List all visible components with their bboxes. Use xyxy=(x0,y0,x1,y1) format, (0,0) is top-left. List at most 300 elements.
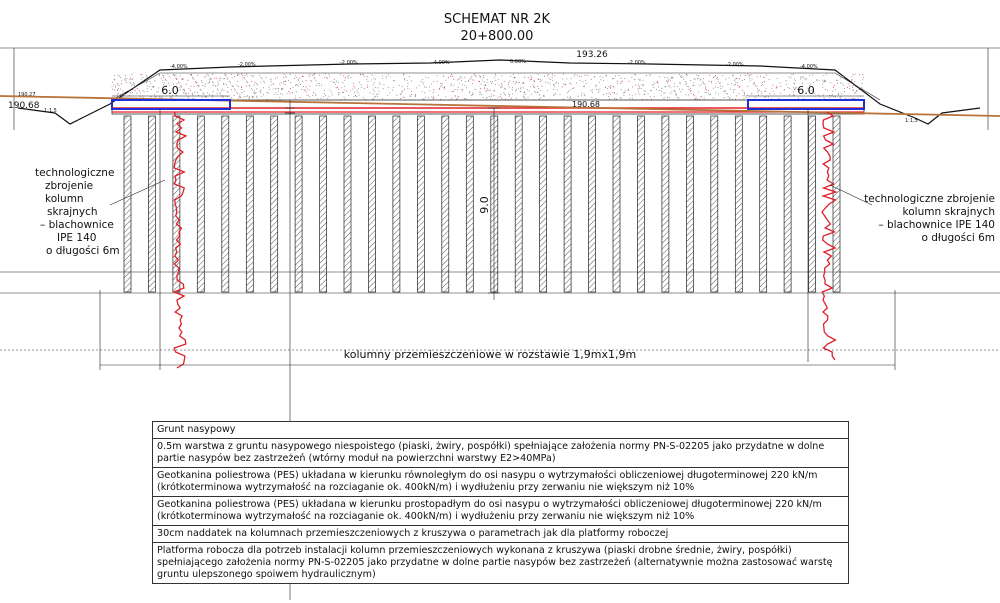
fill-dot xyxy=(793,87,794,88)
fill-dot xyxy=(704,97,705,98)
fill-dot xyxy=(329,76,330,77)
fill-dot xyxy=(214,85,215,86)
fill-dot xyxy=(703,78,704,79)
fill-dot xyxy=(724,91,725,92)
fill-dot xyxy=(334,82,335,83)
fill-dot xyxy=(527,89,528,90)
fill-dot xyxy=(758,90,759,91)
fill-dot xyxy=(115,86,116,87)
fill-dot xyxy=(631,77,632,78)
fill-dot xyxy=(585,80,586,81)
fill-dot xyxy=(167,74,168,75)
fill-dot xyxy=(257,84,258,85)
fill-dot xyxy=(249,96,250,97)
fill-dot xyxy=(360,74,361,75)
fill-dot xyxy=(566,78,567,79)
fill-dot xyxy=(380,84,381,85)
fill-dot xyxy=(279,84,280,85)
fill-dot xyxy=(136,93,137,94)
fill-dot xyxy=(422,79,423,80)
fill-dot xyxy=(348,75,349,76)
fill-dot xyxy=(596,85,597,86)
fill-dot xyxy=(479,92,480,93)
fill-dot xyxy=(209,82,210,83)
fill-dot xyxy=(734,84,735,85)
fill-dot xyxy=(226,84,227,85)
fill-dot xyxy=(523,83,524,84)
fill-dot xyxy=(468,81,469,82)
fill-dot xyxy=(570,84,571,85)
fill-dot xyxy=(451,84,452,85)
fill-dot xyxy=(185,93,186,94)
fill-dot xyxy=(553,95,554,96)
fill-dot xyxy=(459,83,460,84)
fill-dot xyxy=(121,83,122,84)
fill-dot xyxy=(832,91,833,92)
fill-dot xyxy=(283,77,284,78)
fill-dot xyxy=(504,81,505,82)
fill-dot xyxy=(554,94,555,95)
fill-dot xyxy=(458,79,459,80)
fill-dot xyxy=(523,87,524,88)
displacement-column xyxy=(613,116,620,292)
fill-dot xyxy=(598,90,599,91)
fill-dot xyxy=(344,97,345,98)
fill-dot xyxy=(122,97,123,98)
fill-dot xyxy=(372,75,373,76)
fill-dot xyxy=(117,89,118,90)
fill-dot xyxy=(855,74,856,75)
fill-dot xyxy=(487,79,488,80)
fill-dot xyxy=(205,84,206,85)
fill-dot xyxy=(332,94,333,95)
fill-dot xyxy=(171,98,172,99)
fill-dot xyxy=(501,75,502,76)
fill-dot xyxy=(772,88,773,89)
fill-dot xyxy=(249,98,250,99)
fill-dot xyxy=(672,77,673,78)
fill-dot xyxy=(437,75,438,76)
fill-dot xyxy=(464,98,465,99)
drawing-title: SCHEMAT NR 2K xyxy=(443,12,551,27)
fill-dot xyxy=(252,96,253,97)
fill-dot xyxy=(510,76,511,77)
fill-dot xyxy=(578,96,579,97)
fill-dot xyxy=(556,82,557,83)
fill-dot xyxy=(181,86,182,87)
fill-dot xyxy=(428,77,429,78)
fill-dot xyxy=(701,84,702,85)
fill-dot xyxy=(809,75,810,76)
fill-dot xyxy=(386,76,387,77)
fill-dot xyxy=(863,77,864,78)
fill-dot xyxy=(495,84,496,85)
fill-dot xyxy=(212,97,213,98)
fill-dot xyxy=(327,98,328,99)
fill-dot xyxy=(282,94,283,95)
fill-dot xyxy=(141,79,142,80)
right-note-line-1: technologiczne zbrojenie xyxy=(864,193,995,205)
fill-dot xyxy=(713,77,714,78)
fill-dot xyxy=(190,74,191,75)
fill-dot xyxy=(794,89,795,90)
fill-dot xyxy=(505,89,506,90)
fill-dot xyxy=(840,82,841,83)
fill-dot xyxy=(533,84,534,85)
fill-dot xyxy=(843,85,844,86)
fill-dot xyxy=(735,79,736,80)
fill-dot xyxy=(117,94,118,95)
fill-dot xyxy=(708,81,709,82)
fill-dot xyxy=(112,82,113,83)
fill-dot xyxy=(451,74,452,75)
fill-dot xyxy=(657,81,658,82)
fill-dot xyxy=(244,96,245,97)
fill-dot xyxy=(823,75,824,76)
fill-dot xyxy=(825,81,826,82)
fill-dot xyxy=(685,84,686,85)
fill-dot xyxy=(254,93,255,94)
fill-dot xyxy=(609,93,610,94)
fill-dot xyxy=(353,83,354,84)
fill-dot xyxy=(304,90,305,91)
fill-dot xyxy=(671,91,672,92)
fill-dot xyxy=(373,94,374,95)
fill-dot xyxy=(209,94,210,95)
fill-dot xyxy=(522,83,523,84)
fill-dot xyxy=(650,90,651,91)
fill-dot xyxy=(203,93,204,94)
fill-dot xyxy=(617,94,618,95)
fill-dot xyxy=(162,82,163,83)
fill-dot xyxy=(657,82,658,83)
fill-dot xyxy=(599,82,600,83)
fill-dot xyxy=(156,96,157,97)
fill-dot xyxy=(444,88,445,89)
fill-dot xyxy=(125,80,126,81)
fill-dot xyxy=(271,85,272,86)
fill-dot xyxy=(425,97,426,98)
fill-dot xyxy=(818,95,819,96)
fill-dot xyxy=(823,94,824,95)
fill-dot xyxy=(362,74,363,75)
fill-dot xyxy=(443,76,444,77)
displacement-column xyxy=(442,116,449,292)
fill-dot xyxy=(313,92,314,93)
fill-dot xyxy=(144,91,145,92)
fill-dot xyxy=(607,88,608,89)
fill-dot xyxy=(484,89,485,90)
fill-dot xyxy=(709,75,710,76)
fill-dot xyxy=(857,98,858,99)
fill-dot xyxy=(461,80,462,81)
fill-dot xyxy=(491,83,492,84)
fill-dot xyxy=(232,77,233,78)
fill-dot xyxy=(855,92,856,93)
fill-dot xyxy=(219,92,220,93)
fill-dot xyxy=(120,94,121,95)
fill-dot xyxy=(246,85,247,86)
fill-dot xyxy=(364,76,365,77)
fill-dot xyxy=(205,76,206,77)
fill-dot xyxy=(288,91,289,92)
fill-dot xyxy=(510,80,511,81)
fill-dot xyxy=(163,77,164,78)
displacement-column xyxy=(686,116,693,292)
fill-dot xyxy=(389,93,390,94)
fill-dot xyxy=(457,80,458,81)
fill-dot xyxy=(724,91,725,92)
fill-dot xyxy=(486,91,487,92)
fill-dot xyxy=(494,90,495,91)
fill-dot xyxy=(254,90,255,91)
fill-dot xyxy=(683,79,684,80)
fill-dot xyxy=(345,99,346,100)
fill-dot xyxy=(538,88,539,89)
left-note-line-1: technologiczne xyxy=(35,167,115,179)
fill-dot xyxy=(475,75,476,76)
fill-dot xyxy=(709,94,710,95)
fill-dot xyxy=(363,97,364,98)
fill-dot xyxy=(456,99,457,100)
fill-dot xyxy=(812,74,813,75)
fill-dot xyxy=(321,98,322,99)
fill-dot xyxy=(338,94,339,95)
fill-dot xyxy=(333,82,334,83)
displacement-column xyxy=(833,116,840,292)
fill-dot xyxy=(176,79,177,80)
fill-dot xyxy=(733,92,734,93)
fill-dot xyxy=(149,81,150,82)
fill-dot xyxy=(789,88,790,89)
fill-dot xyxy=(241,74,242,75)
fill-dot xyxy=(854,93,855,94)
fill-dot xyxy=(600,79,601,80)
fill-dot xyxy=(114,90,115,91)
fill-dot xyxy=(454,89,455,90)
fill-dot xyxy=(571,98,572,99)
fill-dot xyxy=(342,92,343,93)
fill-dot xyxy=(837,80,838,81)
displacement-column xyxy=(369,116,376,292)
fill-dot xyxy=(474,80,475,81)
fill-dot xyxy=(306,86,307,87)
fill-dot xyxy=(837,83,838,84)
fill-dot xyxy=(739,78,740,79)
fill-dot xyxy=(674,91,675,92)
fill-dot xyxy=(373,98,374,99)
fill-dot xyxy=(450,76,451,77)
fill-dot xyxy=(762,82,763,83)
fill-dot xyxy=(687,86,688,87)
fill-dot xyxy=(552,74,553,75)
fill-dot xyxy=(492,81,493,82)
fill-dot xyxy=(747,74,748,75)
fill-dot xyxy=(635,85,636,86)
fill-dot xyxy=(347,76,348,77)
fill-dot xyxy=(296,91,297,92)
fill-dot xyxy=(302,81,303,82)
fill-dot xyxy=(247,76,248,77)
fill-dot xyxy=(696,97,697,98)
fill-dot xyxy=(852,87,853,88)
fill-dot xyxy=(403,97,404,98)
fill-dot xyxy=(205,86,206,87)
fill-dot xyxy=(656,89,657,90)
fill-dot xyxy=(509,96,510,97)
fill-dot xyxy=(711,81,712,82)
fill-dot xyxy=(407,86,408,87)
fill-dot xyxy=(134,83,135,84)
fill-dot xyxy=(667,77,668,78)
fill-dot xyxy=(375,79,376,80)
fill-dot xyxy=(495,76,496,77)
fill-dot xyxy=(236,92,237,93)
fill-dot xyxy=(175,75,176,76)
fill-dot xyxy=(411,91,412,92)
fill-dot xyxy=(314,74,315,75)
fill-dot xyxy=(840,97,841,98)
fill-dot xyxy=(309,76,310,77)
fill-dot xyxy=(687,75,688,76)
fill-dot xyxy=(275,92,276,93)
fill-dot xyxy=(411,94,412,95)
fill-dot xyxy=(241,86,242,87)
fill-dot xyxy=(363,74,364,75)
fill-dot xyxy=(612,92,613,93)
fill-dot xyxy=(295,98,296,99)
fill-dot xyxy=(313,74,314,75)
fill-dot xyxy=(537,86,538,87)
fill-dot xyxy=(202,97,203,98)
fill-dot xyxy=(698,75,699,76)
fill-dot xyxy=(737,82,738,83)
fill-dot xyxy=(789,94,790,95)
fill-dot xyxy=(486,82,487,83)
top-slope-7: -4.00% xyxy=(800,64,818,70)
fill-dot xyxy=(654,96,655,97)
fill-dot xyxy=(202,92,203,93)
fill-dot xyxy=(377,96,378,97)
fill-dot xyxy=(429,90,430,91)
fill-dot xyxy=(697,78,698,79)
fill-dot xyxy=(252,90,253,91)
fill-dot xyxy=(117,84,118,85)
fill-dot xyxy=(516,81,517,82)
fill-dot xyxy=(383,84,384,85)
fill-dot xyxy=(643,80,644,81)
fill-dot xyxy=(620,97,621,98)
fill-dot xyxy=(639,88,640,89)
fill-dot xyxy=(122,91,123,92)
fill-dot xyxy=(640,80,641,81)
fill-dot xyxy=(851,76,852,77)
fill-dot xyxy=(373,78,374,79)
fill-dot xyxy=(576,83,577,84)
fill-dot xyxy=(669,85,670,86)
fill-dot xyxy=(354,96,355,97)
fill-dot xyxy=(223,84,224,85)
fill-dot xyxy=(159,97,160,98)
fill-dot xyxy=(705,88,706,89)
fill-dot xyxy=(524,77,525,78)
fill-dot xyxy=(314,77,315,78)
fill-dot xyxy=(840,98,841,99)
fill-dot xyxy=(755,97,756,98)
fill-dot xyxy=(188,98,189,99)
fill-dot xyxy=(372,84,373,85)
fill-dot xyxy=(396,95,397,96)
fill-dot xyxy=(716,83,717,84)
fill-dot xyxy=(445,96,446,97)
fill-dot xyxy=(197,85,198,86)
fill-dot xyxy=(154,97,155,98)
fill-dot xyxy=(609,99,610,100)
fill-dot xyxy=(367,85,368,86)
fill-dot xyxy=(246,81,247,82)
fill-dot xyxy=(462,91,463,92)
fill-dot xyxy=(664,77,665,78)
fill-dot xyxy=(620,83,621,84)
fill-dot xyxy=(323,96,324,97)
fill-dot xyxy=(470,79,471,80)
fill-dot xyxy=(479,94,480,95)
fill-dot xyxy=(464,85,465,86)
fill-dot xyxy=(310,75,311,76)
fill-dot xyxy=(581,76,582,77)
fill-dot xyxy=(114,79,115,80)
fill-dot xyxy=(190,90,191,91)
fill-dot xyxy=(256,83,257,84)
fill-dot xyxy=(745,97,746,98)
fill-dot xyxy=(239,74,240,75)
fill-dot xyxy=(591,91,592,92)
fill-dot xyxy=(249,85,250,86)
fill-dot xyxy=(212,81,213,82)
fill-dot xyxy=(825,80,826,81)
fill-dot xyxy=(722,75,723,76)
top-slope-6: -2.00% xyxy=(726,62,744,68)
fill-dot xyxy=(844,78,845,79)
fill-dot xyxy=(433,92,434,93)
fill-dot xyxy=(426,87,427,88)
fill-dot xyxy=(694,79,695,80)
fill-dot xyxy=(757,88,758,89)
fill-dot xyxy=(186,94,187,95)
fill-dot xyxy=(621,89,622,90)
fill-dot xyxy=(287,93,288,94)
fill-dot xyxy=(367,76,368,77)
fill-dot xyxy=(508,82,509,83)
fill-dot xyxy=(125,78,126,79)
fill-dot xyxy=(241,92,242,93)
fill-dot xyxy=(794,83,795,84)
fill-dot xyxy=(554,75,555,76)
fill-dot xyxy=(606,93,607,94)
fill-dot xyxy=(853,74,854,75)
fill-dot xyxy=(151,89,152,90)
fill-dot xyxy=(368,81,369,82)
fill-dot xyxy=(691,93,692,94)
fill-dot xyxy=(555,93,556,94)
fill-dot xyxy=(355,87,356,88)
fill-dot xyxy=(132,84,133,85)
fill-dot xyxy=(170,97,171,98)
fill-dot xyxy=(121,80,122,81)
fill-dot xyxy=(483,75,484,76)
fill-dot xyxy=(422,82,423,83)
column-spacing-label: kolumny przemieszczeniowe w rozstawie 1,9mx1,9m xyxy=(343,348,637,361)
